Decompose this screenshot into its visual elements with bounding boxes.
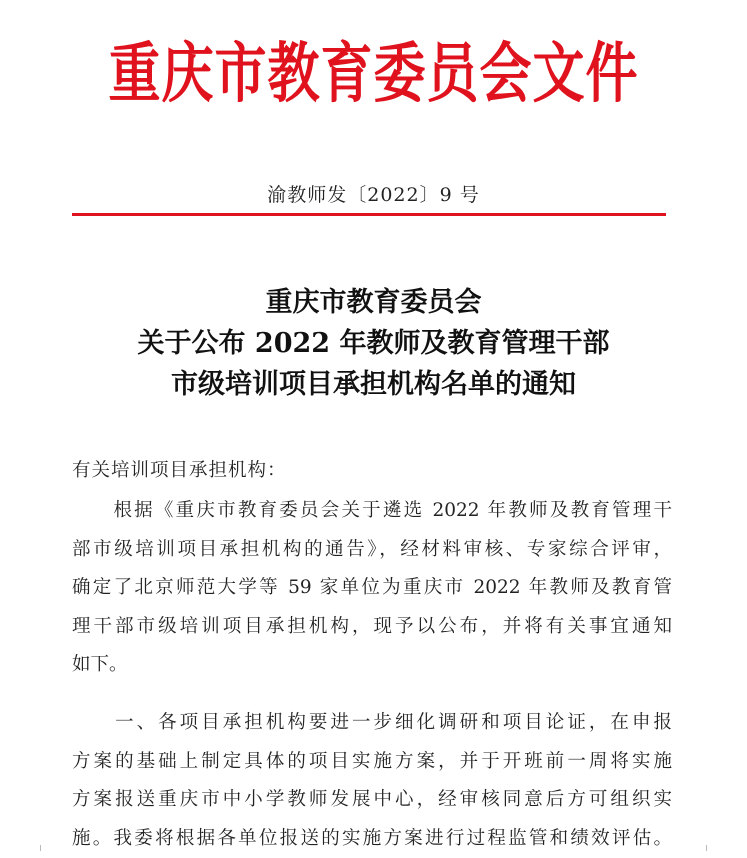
paragraph-line: 施。我委将根据各单位报送的实施方案进行过程监管和绩效评估。	[72, 820, 672, 858]
paragraph-line: 部市级培训项目承担机构的通告》，经材料审核、专家综合评审，	[72, 531, 672, 570]
paragraph-line: 如下。	[72, 646, 672, 685]
edge-mark	[40, 845, 41, 851]
document-masthead: 重庆市教育委员会文件	[0, 18, 747, 131]
salutation: 有关培训项目承担机构：	[72, 456, 287, 482]
notice-title	[0, 282, 747, 405]
title-line-1: 重庆市教育委员会	[0, 282, 747, 323]
paragraph-line: 方案的基础上制定具体的项目实施方案，并于开班前一周将实施	[72, 743, 672, 782]
title-line-3: 市级培训项目承担机构名单的通知	[0, 364, 747, 405]
paragraph-line: 确定了北京师范大学等 59 家单位为重庆市 2022 年教师及教育管	[72, 569, 672, 608]
paragraph-line: 理干部市级培训项目承担机构，现予以公布，并将有关事宜通知	[72, 608, 672, 647]
red-divider-line	[72, 213, 666, 216]
paragraph-1	[72, 492, 672, 685]
title-line-2: 关于公布 2022 年教师及教育管理干部	[0, 323, 747, 364]
page-edge-marks	[0, 845, 747, 851]
edge-mark	[706, 845, 707, 851]
paragraph-line: 一、各项目承担机构要进一步细化调研和项目论证，在申报	[72, 704, 672, 743]
paragraph-2	[72, 704, 672, 858]
document-number: 渝教师发〔2022〕9 号	[0, 180, 747, 207]
paragraph-line: 方案报送重庆市中小学教师发展中心，经审核同意后方可组织实	[72, 781, 672, 820]
paragraph-line: 根据《重庆市教育委员会关于遴选 2022 年教师及教育管理干	[72, 492, 672, 531]
